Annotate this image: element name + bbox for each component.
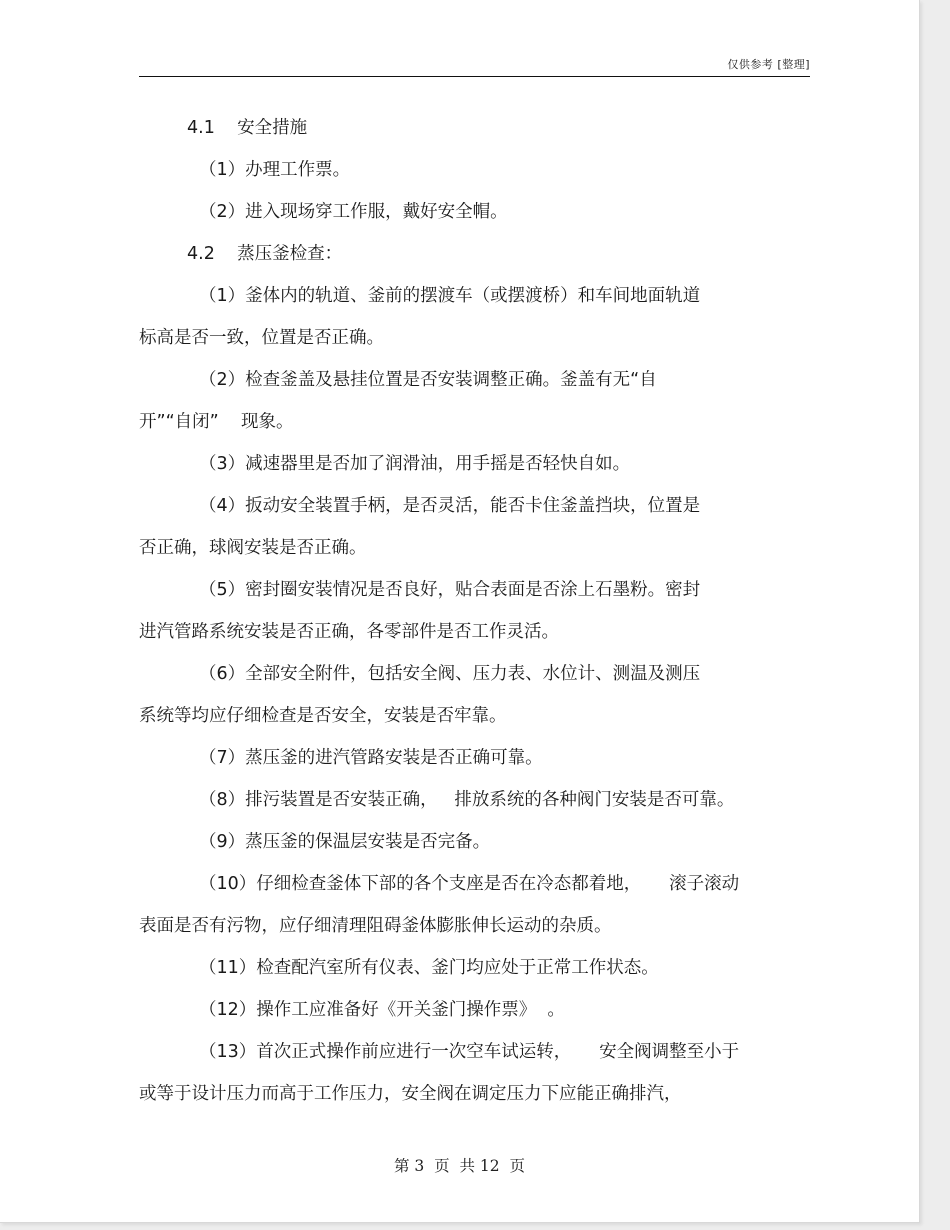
paragraph-line: 或等于设计压力而高于工作压力，安全阀在调定压力下应能正确排汽， (139, 1084, 682, 1104)
paragraph-line: （3）减速器里是否加了润滑油，用手摇是否轻快自如。 (199, 454, 631, 474)
section-heading-4-2: 4.2 蒸压釜检查： (187, 244, 343, 264)
paragraph-line: （5）密封圈安装情况是否良好，贴合表面是否涂上石墨粉。密封 (199, 580, 701, 600)
paragraph-line: 标高是否一致，位置是否正确。 (139, 328, 384, 348)
paragraph-line: 系统等均应仔细检查是否安全，安装是否牢靠。 (139, 706, 507, 726)
paragraph-line: （4）扳动安全装置手柄，是否灵活，能否卡住釜盖挡块，位置是 (199, 496, 701, 516)
paragraph-line: 开”“自闭” 现象。 (139, 412, 294, 432)
paragraph-line: （12）操作工应准备好《开关釜门操作票》 。 (199, 1000, 565, 1020)
paragraph-line: （11）检查配汽室所有仪表、釜门均应处于正常工作状态。 (199, 958, 659, 978)
document-body (139, 114, 811, 1122)
paragraph-line: 否正确，球阀安装是否正确。 (139, 538, 367, 558)
paragraph-line: （1）办理工作票。 (199, 160, 351, 180)
paragraph-line: 表面是否有污物，应仔细清理阻碍釜体膨胀伸长运动的杂质。 (139, 916, 612, 936)
paragraph-line: （10）仔细检查釜体下部的各个支座是否在冷态都着地， 滚子滚动 (199, 874, 740, 894)
paragraph-line: （7）蒸压釜的进汽管路安装是否正确可靠。 (199, 748, 543, 768)
paragraph-line: （2）进入现场穿工作服，戴好安全帽。 (199, 202, 508, 222)
paragraph-line: （1）釜体内的轨道、釜前的摆渡车（或摆渡桥）和车间地面轨道 (199, 286, 701, 306)
paragraph-line: （9）蒸压釜的保温层安装是否完备。 (199, 832, 491, 852)
paragraph-line: （2）检查釜盖及悬挂位置是否安装调整正确。釜盖有无“自 (199, 370, 657, 390)
page-header (139, 54, 810, 77)
paragraph-line: （13）首次正式操作前应进行一次空车试运转， 安全阀调整至小于 (199, 1042, 740, 1062)
paragraph-line: （6）全部安全附件，包括安全阀、压力表、水位计、测温及测压 (199, 664, 701, 684)
paragraph-line: 进汽管路系统安装是否正确，各零部件是否工作灵活。 (139, 622, 559, 642)
page-footer: 第 3 页 共 12 页 (393, 1157, 525, 1175)
paragraph-line: （8）排污装置是否安装正确， 排放系统的各种阀门安装是否可靠。 (199, 790, 735, 810)
section-heading-4-1: 4.1 安全措施 (187, 118, 308, 138)
header-text: 仅供参考 [整理] (727, 58, 810, 71)
